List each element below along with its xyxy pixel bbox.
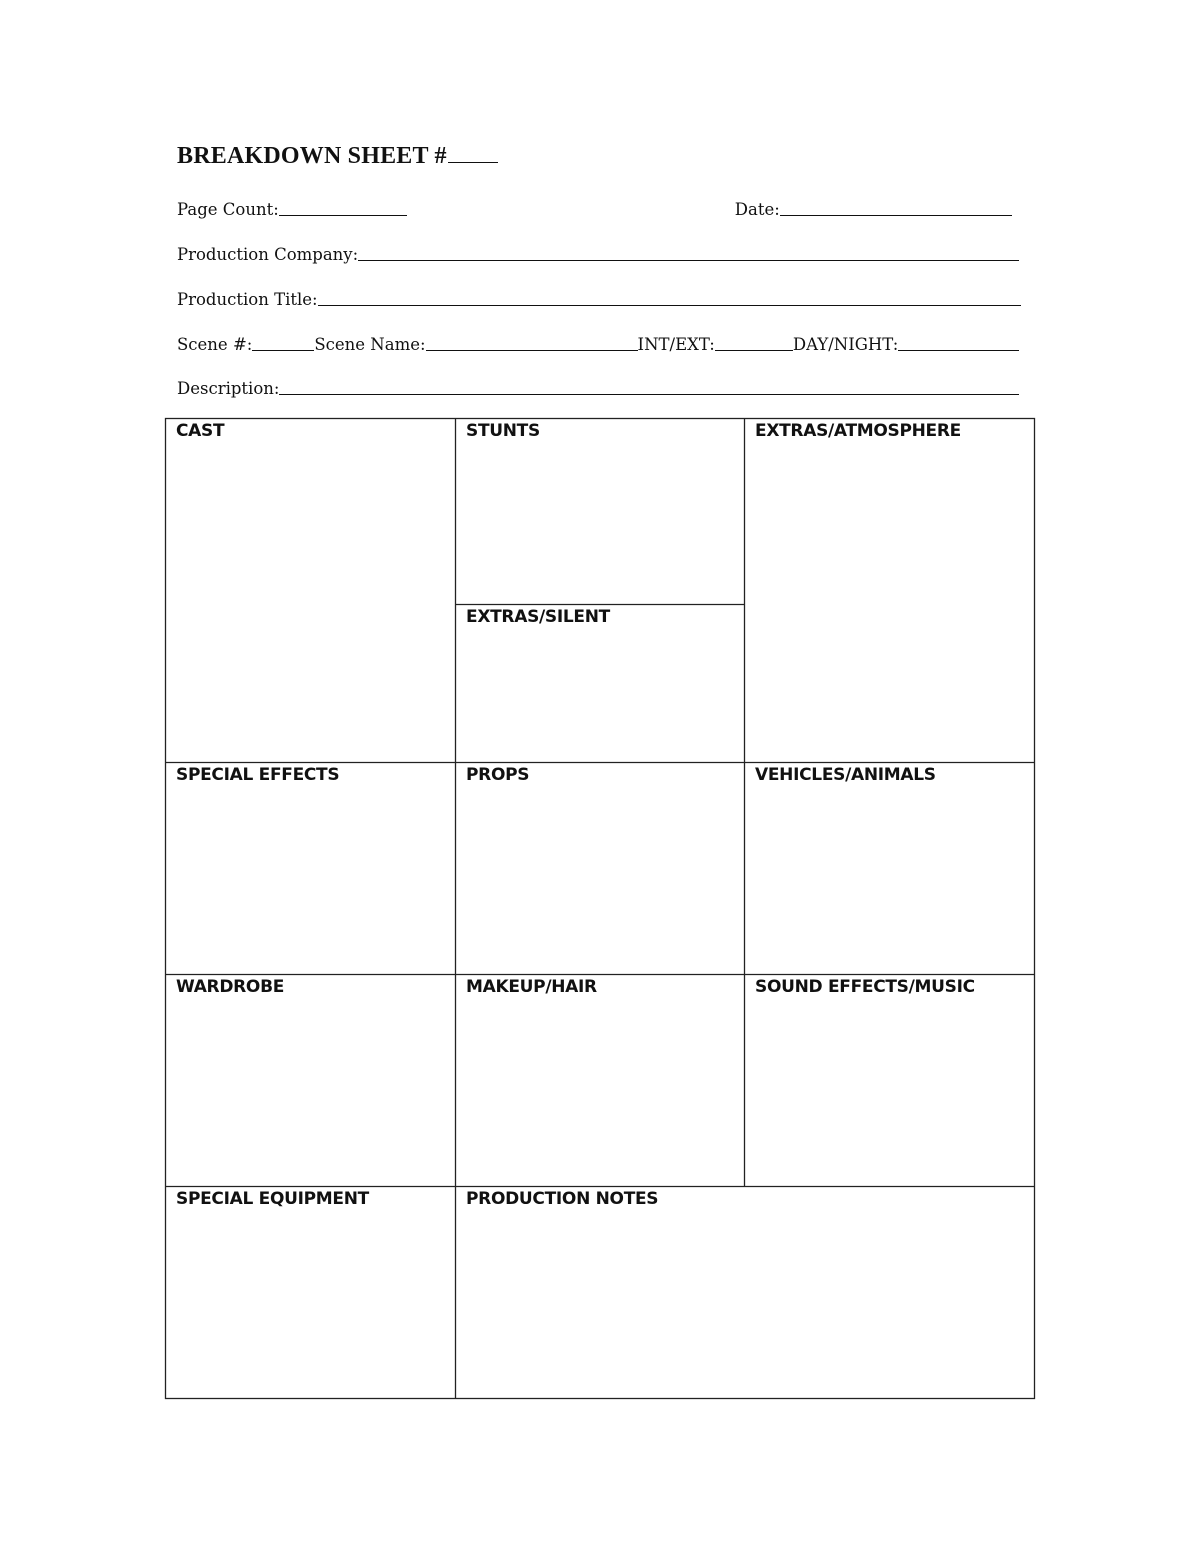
production-title-label: Production Title: bbox=[177, 290, 318, 309]
special-effects-box-label: SPECIAL EFFECTS bbox=[176, 765, 340, 785]
production-company-label: Production Company: bbox=[177, 245, 359, 264]
date-label: Date: bbox=[734, 200, 780, 219]
page-count-label: Page Count: bbox=[177, 200, 279, 219]
makeup-hair-box-label: MAKEUP/HAIR bbox=[466, 977, 597, 997]
props-box-label: PROPS bbox=[466, 765, 530, 785]
stunts-box-label: STUNTS bbox=[466, 421, 540, 441]
wardrobe-box-label: WARDROBE bbox=[176, 977, 285, 997]
extras-atmosphere-box-label: EXTRAS/ATMOSPHERE bbox=[755, 421, 961, 441]
scene-name-label: Scene Name: bbox=[314, 335, 426, 354]
day-night-label: DAY/NIGHT: bbox=[792, 335, 899, 354]
sheet-title-text: BREAKDOWN SHEET # bbox=[177, 143, 447, 169]
grid-outer-border bbox=[166, 419, 1035, 1399]
sound-effects-music-box-label: SOUND EFFECTS/MUSIC bbox=[755, 977, 975, 997]
cast-box-label: CAST bbox=[176, 421, 225, 441]
description-label: Description: bbox=[177, 379, 280, 398]
int-ext-label: INT/EXT: bbox=[637, 335, 715, 354]
vehicles-animals-box-label: VEHICLES/ANIMALS bbox=[755, 765, 936, 785]
special-equipment-box-label: SPECIAL EQUIPMENT bbox=[176, 1189, 369, 1209]
scene-number-label: Scene #: bbox=[177, 335, 253, 354]
production-notes-box-label: PRODUCTION NOTES bbox=[466, 1189, 659, 1209]
extras-silent-box-label: EXTRAS/SILENT bbox=[466, 607, 610, 627]
